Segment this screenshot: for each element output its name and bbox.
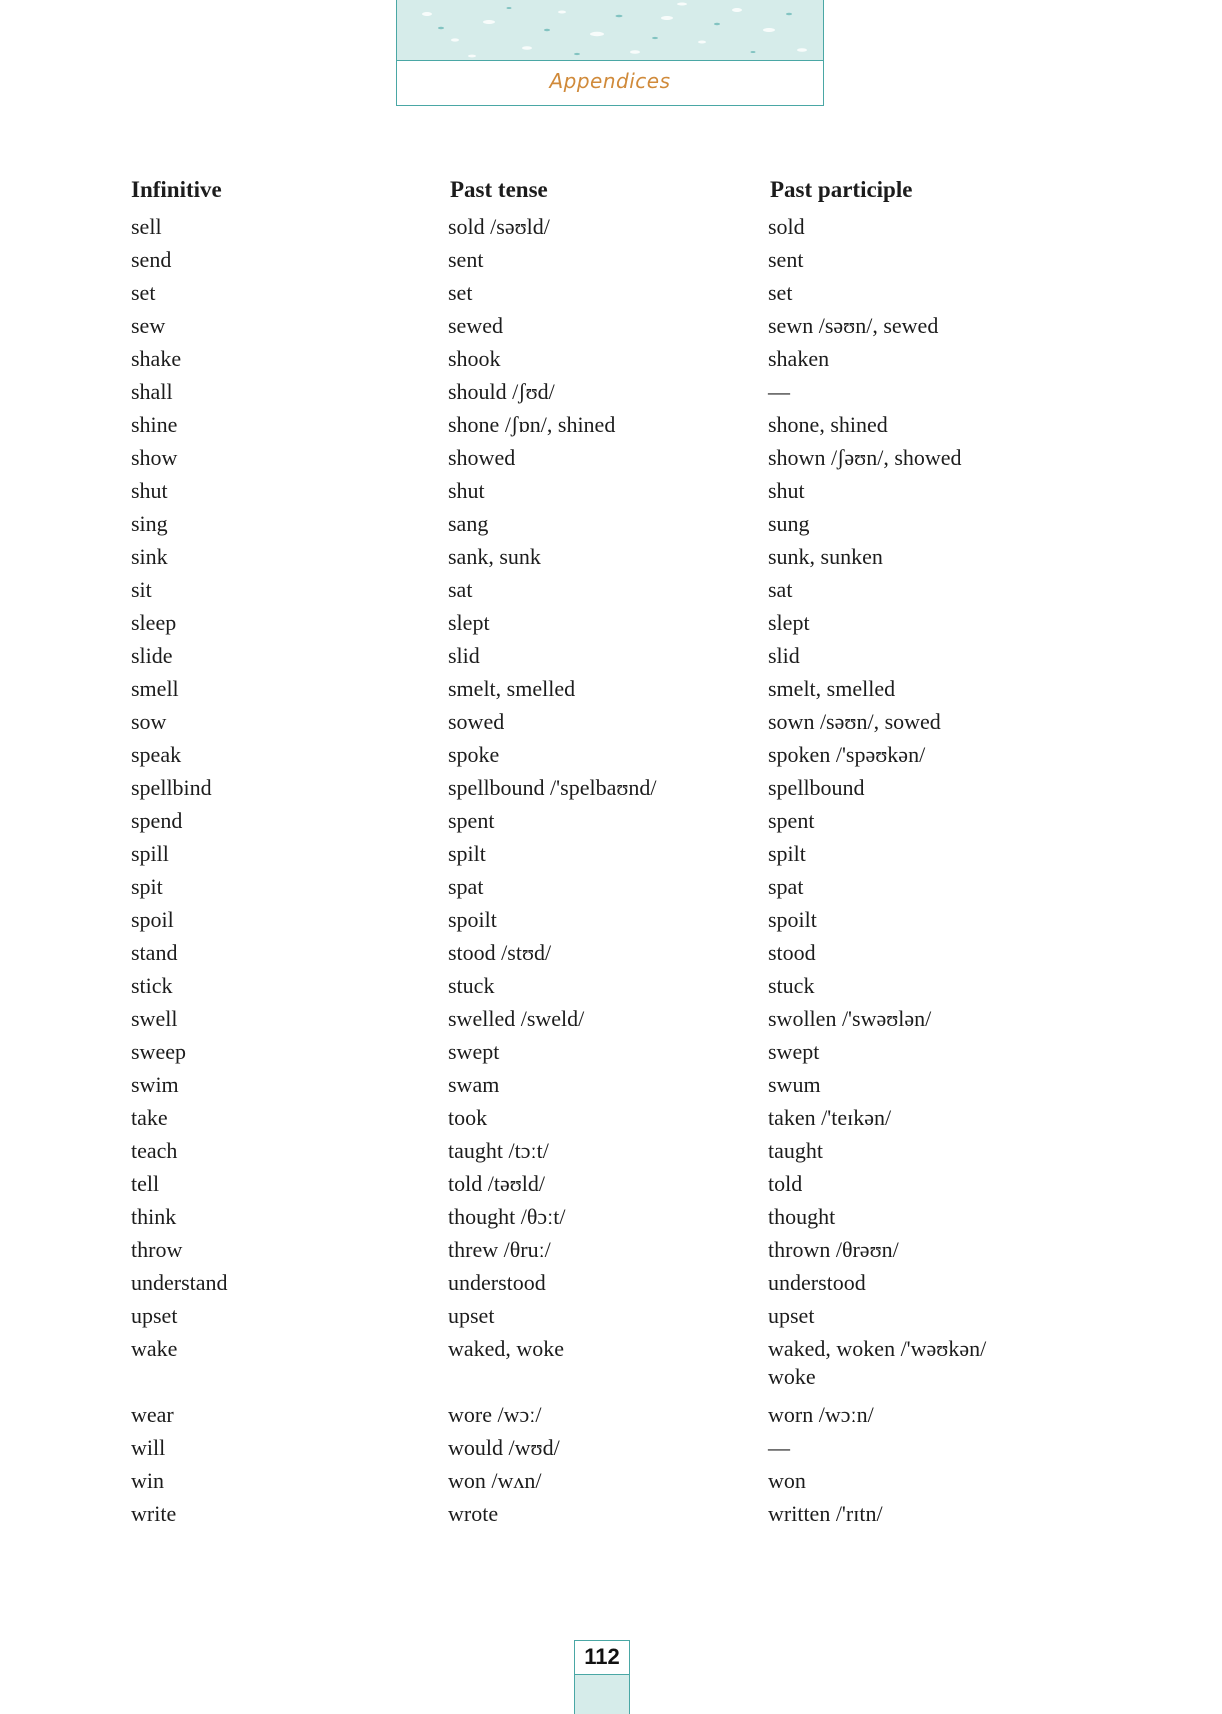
past-participle-line: won [768, 1468, 806, 1493]
past-participle-line: shone, shined [768, 412, 888, 437]
infinitive-cell: sell [131, 214, 162, 239]
infinitive-cell: win [131, 1468, 164, 1493]
past-participle-cell [768, 576, 792, 604]
header-title: Appendices [549, 69, 671, 93]
past-participle-line: stood [768, 940, 816, 965]
past-participle-line: spent [768, 808, 815, 833]
past-participle-cell [768, 1005, 931, 1033]
past-tense-cell: sank, sunk [448, 544, 541, 569]
infinitive-cell: understand [131, 1270, 228, 1295]
past-participle-line: — [768, 1435, 790, 1460]
column-header-infinitive: Infinitive [131, 177, 222, 202]
past-participle-line: shown /ʃəʊn/, showed [768, 445, 962, 470]
past-participle-cell [768, 708, 941, 736]
page-number: 112 [575, 1641, 629, 1675]
past-participle-line: shut [768, 478, 805, 503]
past-tense-cell: taught /tɔːt/ [448, 1138, 549, 1163]
page-number-tab [574, 1640, 630, 1714]
past-tense-cell: sold /səʊld/ [448, 214, 550, 239]
infinitive-cell: upset [131, 1303, 178, 1328]
infinitive-cell: teach [131, 1138, 178, 1163]
header-decoration [397, 0, 823, 61]
past-participle-cell [768, 807, 814, 835]
past-tense-cell: threw /θruː/ [448, 1237, 551, 1262]
infinitive-cell: spend [131, 808, 183, 833]
past-tense-cell: spilt [448, 841, 486, 866]
past-tense-cell: took [448, 1105, 488, 1130]
past-participle-cell [768, 213, 805, 241]
past-participle-line: swum [768, 1072, 821, 1097]
table-row [131, 213, 1081, 246]
past-participle-cell [768, 1500, 883, 1528]
past-tense-cell: understood [448, 1270, 546, 1295]
past-tense-cell: shook [448, 346, 501, 371]
table-row [131, 1137, 1081, 1170]
infinitive-cell: throw [131, 1237, 183, 1262]
past-participle-line: sewn /səʊn/, sewed [768, 313, 939, 338]
table-row [131, 807, 1081, 840]
past-tense-cell: told /təʊld/ [448, 1171, 546, 1196]
table-row [131, 1434, 1081, 1467]
past-participle-cell [768, 1038, 819, 1066]
infinitive-cell: sew [131, 313, 166, 338]
past-participle-cell [768, 1401, 874, 1429]
past-participle-line: told [768, 1171, 803, 1196]
past-participle-line: spoken /'spəʊkən/ [768, 742, 926, 767]
infinitive-cell: sweep [131, 1039, 186, 1064]
table-row [131, 1005, 1081, 1038]
past-participle-line: spellbound [768, 775, 865, 800]
past-participle-line: worn /wɔːn/ [768, 1402, 874, 1427]
irregular-verbs-table [131, 175, 1081, 1533]
past-participle-cell [768, 345, 829, 373]
past-participle-cell [768, 840, 806, 868]
past-participle-cell [768, 543, 883, 571]
past-tense-cell: wrote [448, 1501, 499, 1526]
past-tense-cell: spoilt [448, 907, 497, 932]
infinitive-cell: spoil [131, 907, 174, 932]
infinitive-cell: tell [131, 1171, 160, 1196]
past-participle-cell [768, 741, 925, 769]
table-body [131, 213, 1081, 1533]
infinitive-cell: take [131, 1105, 168, 1130]
past-participle-line: waked, woken /'wəʊkən/ [768, 1336, 987, 1361]
past-tense-cell: smelt, smelled [448, 676, 576, 701]
table-row [131, 1071, 1081, 1104]
infinitive-cell: think [131, 1204, 177, 1229]
table-row [131, 1401, 1081, 1434]
past-participle-cell [768, 609, 810, 637]
chapter-header [396, 0, 824, 106]
past-participle-cell [768, 1137, 823, 1165]
past-participle-cell [768, 246, 803, 274]
past-tense-cell: swept [448, 1039, 500, 1064]
past-participle-cell [768, 1269, 866, 1297]
table-row [131, 411, 1081, 444]
infinitive-cell: smell [131, 676, 179, 701]
past-participle-cell [768, 1236, 899, 1264]
past-tense-cell: sent [448, 247, 484, 272]
table-header-row [131, 175, 1081, 213]
infinitive-cell: set [131, 280, 156, 305]
column-header-past-participle: Past participle [770, 177, 913, 202]
past-participle-line: understood [768, 1270, 866, 1295]
table-row [131, 1467, 1081, 1500]
infinitive-cell: slide [131, 643, 173, 668]
past-participle-cell [768, 873, 803, 901]
past-tense-cell: sang [448, 511, 489, 536]
past-participle-cell [768, 675, 895, 703]
past-tense-cell: shone /ʃɒn/, shined [448, 412, 616, 437]
past-participle-cell [768, 279, 792, 307]
table-row [131, 345, 1081, 378]
table-row [131, 873, 1081, 906]
infinitive-cell: shall [131, 379, 173, 404]
past-tense-cell: should /ʃʊd/ [448, 379, 555, 404]
infinitive-cell: shut [131, 478, 168, 503]
past-participle-cell [768, 939, 816, 967]
past-participle-line: written /'rɪtn/ [768, 1501, 883, 1526]
infinitive-cell: spellbind [131, 775, 212, 800]
past-tense-cell: sowed [448, 709, 505, 734]
past-tense-cell: spent [448, 808, 495, 833]
past-tense-cell: spellbound /'spelbaʊnd/ [448, 775, 657, 800]
infinitive-cell: write [131, 1501, 177, 1526]
table-row [131, 708, 1081, 741]
water-texture-image [397, 0, 823, 61]
past-tense-cell: stood /stʊd/ [448, 940, 552, 965]
infinitive-cell: show [131, 445, 178, 470]
past-tense-cell: swam [448, 1072, 500, 1097]
infinitive-cell: sow [131, 709, 167, 734]
infinitive-cell: will [131, 1435, 166, 1460]
past-participle-line: woke [768, 1364, 816, 1389]
table-row [131, 609, 1081, 642]
past-participle-line: thought [768, 1204, 836, 1229]
past-participle-cell [768, 312, 938, 340]
past-participle-line: taken /'teɪkən/ [768, 1105, 892, 1130]
past-participle-line: slid [768, 643, 800, 668]
past-tense-cell: won /wʌn/ [448, 1468, 542, 1493]
infinitive-cell: wake [131, 1336, 178, 1361]
past-participle-line: set [768, 280, 793, 305]
past-tense-cell: slept [448, 610, 490, 635]
past-participle-cell [768, 774, 865, 802]
infinitive-cell: speak [131, 742, 182, 767]
past-participle-cell [768, 477, 805, 505]
past-tense-cell: spoke [448, 742, 500, 767]
past-tense-cell: spat [448, 874, 484, 899]
infinitive-cell: shake [131, 346, 182, 371]
column-header-past-tense: Past tense [450, 177, 548, 202]
past-participle-cell [768, 1071, 821, 1099]
past-tense-cell: showed [448, 445, 516, 470]
infinitive-cell: send [131, 247, 172, 272]
past-participle-line: spilt [768, 841, 806, 866]
past-participle-cell [768, 1335, 986, 1391]
past-tense-cell: thought /θɔːt/ [448, 1204, 566, 1229]
table-row [131, 279, 1081, 312]
past-tense-cell: upset [448, 1303, 495, 1328]
past-participle-line: smelt, smelled [768, 676, 896, 701]
past-tense-cell: swelled /sweld/ [448, 1006, 585, 1031]
past-participle-line: — [768, 379, 790, 404]
past-participle-cell [768, 972, 814, 1000]
past-tense-cell: stuck [448, 973, 495, 998]
table-row [131, 444, 1081, 477]
past-participle-line: sung [768, 511, 810, 536]
table-row [131, 312, 1081, 345]
table-row [131, 1236, 1081, 1269]
past-participle-line: stuck [768, 973, 815, 998]
past-participle-cell [768, 642, 800, 670]
past-participle-line: swollen /'swəʊlən/ [768, 1006, 932, 1031]
infinitive-cell: sink [131, 544, 168, 569]
infinitive-cell: sing [131, 511, 168, 536]
table-row [131, 1104, 1081, 1137]
infinitive-cell: stand [131, 940, 178, 965]
past-participle-cell [768, 1302, 814, 1330]
table-row [131, 972, 1081, 1005]
past-participle-line: spat [768, 874, 804, 899]
infinitive-cell: swell [131, 1006, 178, 1031]
infinitive-cell: spill [131, 841, 169, 866]
past-participle-line: slept [768, 610, 810, 635]
past-tense-cell: sat [448, 577, 473, 602]
past-participle-cell [768, 1434, 790, 1462]
past-participle-line: sat [768, 577, 793, 602]
table-row [131, 246, 1081, 279]
table-row [131, 774, 1081, 807]
past-tense-cell: would /wʊd/ [448, 1435, 560, 1460]
table-row [131, 378, 1081, 411]
table-row [131, 1335, 1081, 1401]
table-row [131, 840, 1081, 873]
past-tense-cell: wore /wɔː/ [448, 1402, 542, 1427]
infinitive-cell: stick [131, 973, 173, 998]
table-row [131, 543, 1081, 576]
table-row [131, 1302, 1081, 1335]
table-row [131, 1170, 1081, 1203]
past-participle-line: sent [768, 247, 804, 272]
past-participle-line: swept [768, 1039, 820, 1064]
infinitive-cell: sleep [131, 610, 177, 635]
past-participle-line: taught [768, 1138, 823, 1163]
past-participle-cell [768, 1203, 835, 1231]
table-row [131, 477, 1081, 510]
past-participle-cell [768, 444, 962, 472]
past-tense-cell: set [448, 280, 473, 305]
infinitive-cell: sit [131, 577, 152, 602]
table-row [131, 1500, 1081, 1533]
table-row [131, 939, 1081, 972]
past-participle-line: shaken [768, 346, 830, 371]
past-participle-cell [768, 1104, 891, 1132]
table-row [131, 1269, 1081, 1302]
past-participle-cell [768, 906, 817, 934]
past-tense-cell: slid [448, 643, 480, 668]
past-participle-cell [768, 378, 790, 406]
past-tense-cell: sewed [448, 313, 503, 338]
past-participle-cell [768, 1467, 806, 1495]
past-participle-line: spoilt [768, 907, 817, 932]
past-participle-line: sunk, sunken [768, 544, 883, 569]
table-row [131, 675, 1081, 708]
table-row [131, 642, 1081, 675]
past-tense-cell: waked, woke [448, 1336, 565, 1361]
infinitive-cell: swim [131, 1072, 179, 1097]
table-row [131, 576, 1081, 609]
past-tense-cell: shut [448, 478, 485, 503]
past-participle-line: sown /səʊn/, sowed [768, 709, 941, 734]
past-participle-cell [768, 1170, 802, 1198]
table-row [131, 906, 1081, 939]
infinitive-cell: shine [131, 412, 178, 437]
table-row [131, 741, 1081, 774]
past-participle-line: upset [768, 1303, 815, 1328]
table-row [131, 1038, 1081, 1071]
past-participle-cell [768, 411, 888, 439]
past-participle-line: sold [768, 214, 805, 239]
past-participle-line: thrown /θrəʊn/ [768, 1237, 899, 1262]
table-row [131, 1203, 1081, 1236]
past-participle-cell [768, 510, 810, 538]
infinitive-cell: wear [131, 1402, 174, 1427]
table-row [131, 510, 1081, 543]
infinitive-cell: spit [131, 874, 163, 899]
